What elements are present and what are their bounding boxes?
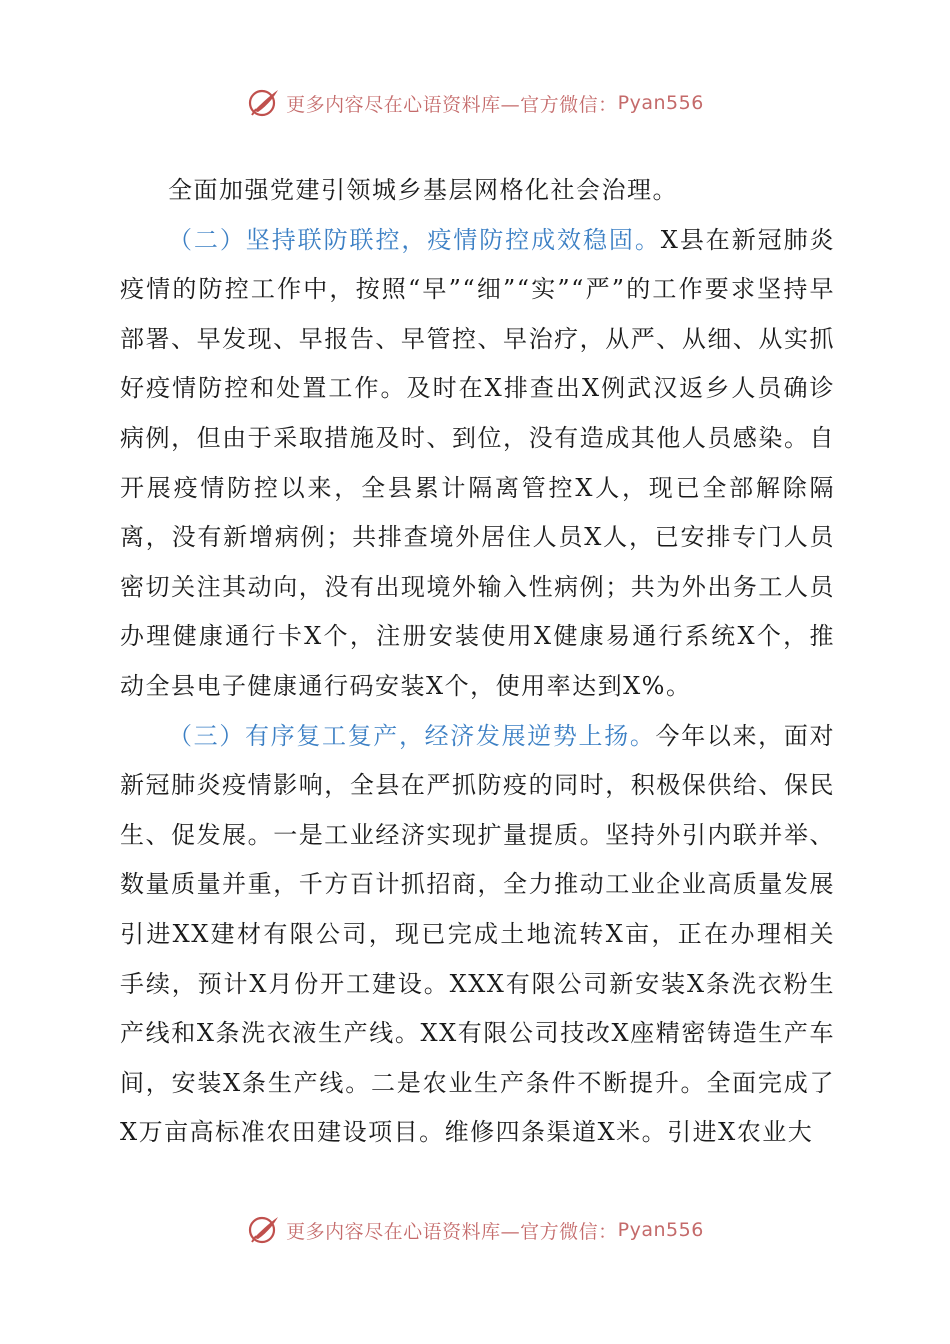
watermark-handle: Pyan556 [617, 92, 704, 114]
paragraph-3-text: 今年以来，面对新冠肺炎疫情影响，全县在严抓防疫的同时，积极保供给、保民生、促发展。一是工业经济实现扩量提质。坚持外引内联并举、数量质量并重，千方百计抓招商，全力推动工业企业高质量发展引进XX建材有限公司，现已完成土地流转X亩，正在办理相关手续，预计X月份开工建设。XXX有限公司新安装X条洗衣粉生产线和X条洗衣液生产线。XX有限公司技改X座精密铸造生产车间，安装X条生产线。二是农业生产条件不断提升。全面完成了X万亩高标准农田建设项目。维修四条渠道X米。引进X农业大 [120, 721, 836, 1147]
section-heading-3: （三）有序复工复产，经济发展逆势上扬。 [168, 721, 656, 750]
paragraph-2-text: X县在新冠肺炎疫情的防控工作中，按照“早”“细”“实”“严”的工作要求坚持早部署、早发现、早报告、早管控、早治疗，从严、从细、从实抓好疫情防控和处置工作。及时在X排查出X例武汉返乡人员确诊病例，但由于采取措施及时、到位，没有造成其他人员感染。自开展疫情防控以来，全县累计隔离管控X人，现已全部解除隔离，没有新增病例；共排查境外居住人员X人，已安排专门人员密切关注其动向，没有出现境外输入性病例；共为外出务工人员办理健康通行卡X个，注册安装使用X健康易通行系统X个，推动全县电子健康通行码安装X个，使用率达到X%。 [120, 225, 835, 700]
paragraph-3 [120, 712, 835, 1158]
watermark-text: 更多内容尽在心语资料库—官方微信： [286, 93, 618, 116]
footer-watermark [0, 1210, 950, 1250]
paragraph-1 [120, 166, 835, 216]
section-heading-2: （二）坚持联防联控，疫情防控成效稳固。 [168, 225, 661, 254]
watermark-text: 更多内容尽在心语资料库—官方微信： [286, 1220, 618, 1243]
paragraph-1-text: 全面加强党建引领城乡基层网格化社会治理。 [168, 176, 678, 204]
header-watermark [0, 83, 950, 123]
quill-logo-icon [246, 85, 282, 121]
paragraph-2 [120, 216, 835, 712]
document-body [120, 166, 835, 1158]
watermark-handle: Pyan556 [617, 1219, 704, 1241]
quill-logo-icon [246, 1212, 282, 1248]
